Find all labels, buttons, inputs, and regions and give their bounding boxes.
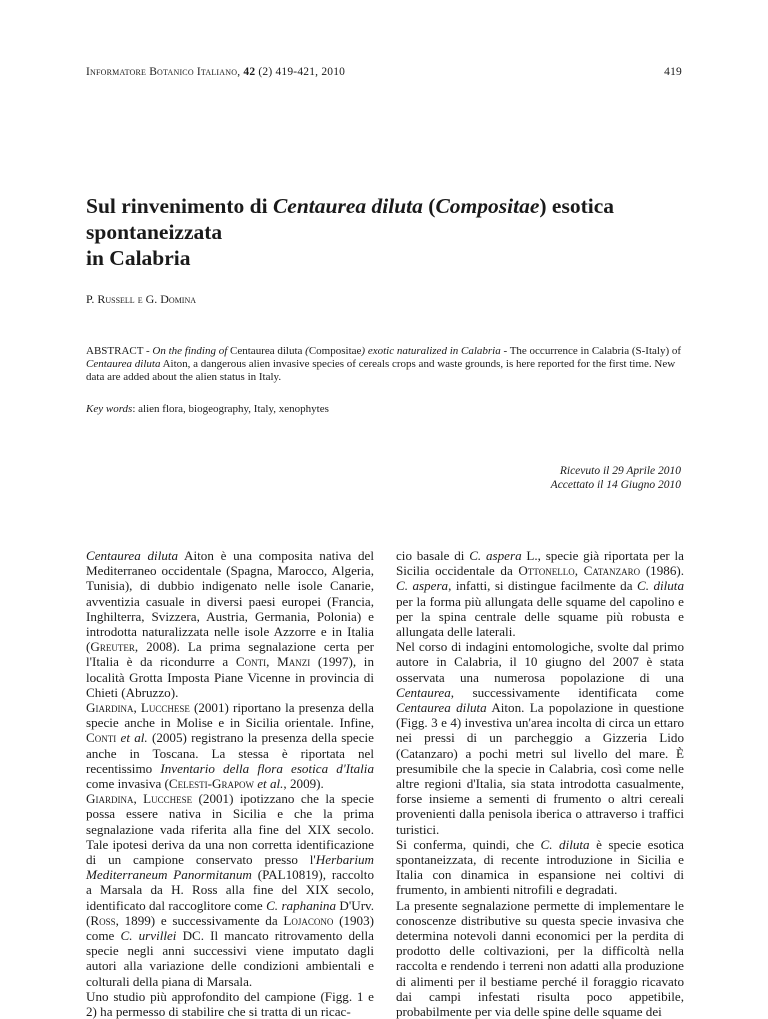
abstract-text: Aiton, a dangerous alien invasive species of cereals crops and waste grounds, is here reported for the first time. New data are added about the alien status in Italy.	[86, 358, 676, 383]
paragraph	[396, 639, 684, 837]
paragraph	[86, 700, 374, 791]
species-name: C. diluta	[540, 836, 590, 852]
title-text: in Calabria	[86, 246, 191, 270]
citation-author: Giardina, Lucchese	[86, 791, 193, 807]
paragraph	[86, 791, 374, 989]
body-text: cio basale di	[396, 548, 470, 563]
citation-author: Greuter	[90, 639, 135, 655]
citation-author: Celesti-Grapow	[168, 776, 254, 792]
abstract	[86, 345, 686, 384]
abstract-title: (	[302, 345, 309, 357]
body-text: , successivamente identificata come	[450, 684, 684, 700]
cited-work: Inventario della flora esotica d'Italia	[160, 760, 374, 776]
body-text: La presente segnalazione permette di implementare le conoscenze distributive su questa specie invasiva che determina notevoli danni economici per la perdita di prodotto delle coltivazioni, per la difficoltà nella raccolta e rendendo i terreni non adatti alla produzione di alimenti per il bestiame perché il foraggio ricavato dai campi infestati risulta poco appetibile, probabilmente per via delle spine delle squame dei	[396, 897, 684, 1019]
body-text: , 1899) e successivamente da	[115, 912, 284, 928]
issue-pages: (2) 419-421, 2010	[255, 66, 346, 78]
abstract-title: ) exotic naturalized in Calabria	[361, 345, 501, 357]
body-text: (2001) riportano la presenza della specie anche in Molise e in Sicilia orientale. Infine,	[86, 700, 374, 731]
paragraph	[86, 989, 374, 1019]
paragraph	[396, 837, 684, 898]
title-family: Compositae	[435, 194, 540, 218]
et-al: et al.	[253, 776, 284, 792]
body-text: DC. Il mancato ritrovamento della specie negli anni successivi viene imputato dagli autori alla variazione delle condizioni ambientali e colturali della piana di Marsala.	[86, 928, 374, 989]
title-text: ) esotica spontaneizzata	[86, 194, 614, 244]
running-header	[86, 66, 682, 78]
body-text: Nel corso di indagini entomologiche, svolte dal primo autore in Calabria, il 10 giugno del 2007 è stata osservata una numerosa popolazione di una	[396, 639, 684, 685]
body-text: Si conferma, quindi, che	[396, 836, 541, 852]
species-name: Centaurea diluta	[396, 700, 487, 716]
body-text: (2005) registrano la presenza della specie anche in Toscana. La stessa è riportata nel recentissimo	[86, 730, 374, 776]
body-text: è specie esotica spontaneizzata, di recente introduzione in Sicilia e Italia con dinamica in espansione nei coltivi di frumento, in ambienti nitrofili e degradati.	[396, 836, 684, 898]
body-text: Aiton. La popolazione in questione (Figg. 3 e 4) investiva un'area incolta di circa un ettaro nei pressi di un parcheggio a Gizzeria Lido (Catanzaro) a pochi metri sul livello del mare. È presumibile che la specie in Calabria, così come nelle altre regioni d'Italia, sia stata introdotta casualmente, forse insieme a sementi di frumento o altri cereali provenienti dalla penisola iberica o attraverso i traffici turistici.	[396, 700, 684, 837]
citation-author: Ottonello, Catanzaro	[518, 563, 641, 579]
body-text: (1986).	[640, 563, 684, 579]
body-text: (PAL10819), raccolto a Marsala da H. Ross alla fine del XIX secolo, identificato dal raccoglitore come	[86, 867, 374, 913]
species-name: Centaurea diluta	[86, 548, 179, 563]
body-text: D'Urv. (	[86, 897, 375, 928]
article-dates	[551, 464, 681, 492]
species-name: C. aspera	[469, 548, 522, 563]
abstract-text: - The occurrence in Calabria (S-Italy) of	[500, 345, 682, 357]
body-column-right	[396, 548, 684, 1019]
body-text: (1903) come	[86, 912, 374, 944]
accepted-date: Accettato il 14 Giugno 2010	[550, 479, 681, 491]
body-text: Aiton è una composita nativa del Mediterraneo occidentale (Spagna, Marocco, Algeria, Tunisia), di dubbio indigenato nelle isole Canarie, avventizia casuale in diversi paesi europei (Francia, Inghilterra, Svizzera, Austria, Germania, Polonia) e introdotta naturalizzata nelle isole Azzorre e in Italia (	[86, 548, 374, 655]
species-name: C. urvillei	[120, 928, 177, 944]
received-date: Ricevuto il 29 Aprile 2010	[559, 465, 681, 477]
citation-author: Conti, Manzi	[235, 654, 311, 670]
citation-author: Lojacono	[283, 912, 334, 928]
author-name: G. Domina	[145, 292, 197, 306]
journal-name: Informatore Botanico Italiano,	[86, 66, 241, 78]
species-name: C. aspera	[396, 578, 449, 594]
body-text: (1997), in località Grotta Imposta Piane Vicenne in provincia di Chieti (Abruzzo).	[86, 654, 374, 700]
paragraph	[396, 548, 684, 639]
body-column-left	[86, 548, 374, 1019]
body-text: Uno studio più approfondito del campione (Figg. 1 e 2) ha permesso di stabilire che si tratta di un ricac-	[86, 988, 374, 1019]
page-number: 419	[664, 66, 682, 78]
author-name: P. Russell	[86, 292, 135, 306]
keywords-text: : alien flora, biogeography, Italy, xenophytes	[132, 403, 329, 415]
herbarium-name: Herbarium Mediterraneum Panormitanum	[86, 852, 374, 883]
abstract-title: On the finding of	[152, 345, 231, 357]
citation-author: Ross	[90, 912, 116, 928]
authors	[86, 292, 196, 307]
abstract-species: Centaurea diluta	[86, 358, 161, 370]
body-text: , infatti, si distingue facilmente da	[448, 578, 637, 594]
citation-author: Conti	[86, 730, 117, 746]
keywords	[86, 403, 329, 415]
title-text: (	[422, 194, 436, 218]
abstract-family: Compositae	[308, 345, 362, 357]
article-title	[86, 193, 696, 271]
species-name: C. raphanina	[266, 897, 337, 913]
body-text: , 2008). La prima segnalazione certa per l'Italia è da ricondurre a	[86, 639, 374, 670]
citation-author: Giardina, Lucchese	[86, 700, 190, 716]
body-text: , 2009).	[283, 776, 324, 792]
keywords-label: Key words	[86, 403, 133, 415]
genus-name: Centaurea	[396, 684, 451, 700]
abstract-species: Centaurea diluta	[230, 345, 303, 357]
body-text: per la forma più allungata delle squame del capolino e per la spina centrale delle squame più robusta e allungata delle laterali.	[396, 593, 684, 640]
body-text: come invasiva (	[86, 776, 169, 792]
journal-volume: 42	[243, 66, 256, 78]
author-connector: e	[134, 292, 146, 306]
abstract-label: ABSTRACT -	[86, 345, 153, 357]
species-name: C. diluta	[636, 578, 684, 594]
paragraph	[396, 898, 684, 1019]
et-al: et al.	[116, 730, 148, 746]
body-text: (2001) ipotizzano che la specie possa essere nativa in Sicilia e che la prima segnalazione vada riferita alla fine del XIX secolo. Tale ipotesi deriva da una non corretta identificazione di un campione conservato presso l'	[86, 791, 374, 868]
title-species: Centaurea diluta	[272, 194, 423, 218]
paragraph	[86, 548, 374, 700]
title-text: Sul rinvenimento di	[86, 194, 273, 218]
body-text: L., specie già riportata per la Sicilia occidentale da	[396, 548, 684, 579]
